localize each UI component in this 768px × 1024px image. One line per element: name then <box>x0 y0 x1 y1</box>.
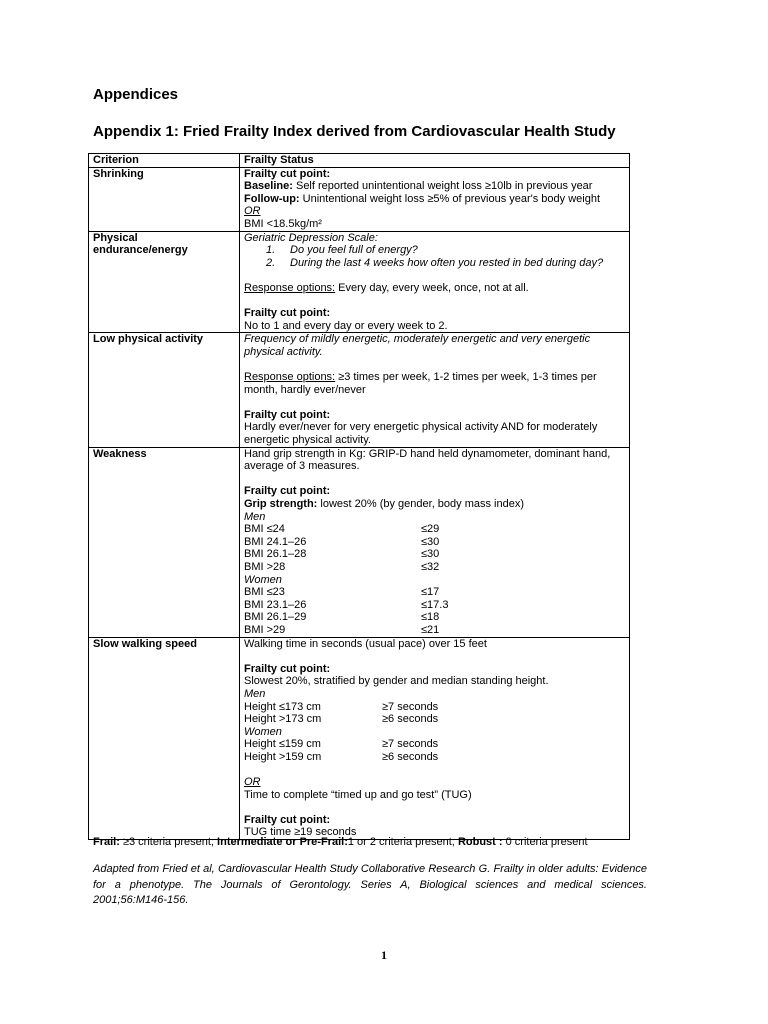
grip-threshold: ≤30 <box>421 535 440 548</box>
robust-label: Robust : <box>457 836 503 848</box>
cut-point-text: Hardly ever/never for very energetic physical activity AND for moderately energetic physical activity. <box>244 421 598 447</box>
grip-threshold: ≤17.3 <box>421 598 449 611</box>
response-label: Response options: <box>244 371 336 384</box>
walking-description: Walking time in seconds (usual pace) over 15 feet <box>244 637 487 650</box>
list-item <box>244 751 625 764</box>
women-label: Women <box>244 725 282 738</box>
time-threshold: ≥6 seconds <box>382 750 439 763</box>
men-label: Men <box>244 687 266 700</box>
height-range: Height ≤159 cm <box>244 738 321 751</box>
followup-line <box>244 193 625 206</box>
grip-label: Grip strength: <box>244 498 318 511</box>
grip-threshold: ≤29 <box>421 523 440 536</box>
appendix-title: Appendix 1: Fried Frailty Index derived from Cardiovascular Health Study <box>93 123 616 140</box>
page-number: 1 <box>381 948 387 962</box>
criterion-endurance: Physical endurance/energy <box>89 231 240 333</box>
activity-question: Frequency of mildly energetic, moderately energetic and very energetic physical activity. <box>244 333 591 358</box>
status-shrinking <box>240 167 630 231</box>
list-item <box>244 548 625 561</box>
question-1-text: Do you feel full of energy? <box>290 244 418 257</box>
criterion-walking: Slow walking speed <box>89 637 240 840</box>
list-item <box>244 701 625 714</box>
robust-text: 0 criteria present <box>502 836 588 848</box>
question-2-number: 2. <box>266 256 276 269</box>
tug-cut-point: TUG time ≥19 seconds <box>244 826 357 839</box>
status-weakness <box>240 447 630 637</box>
tug-description: Time to complete “timed up and go test” (TUG) <box>244 788 472 801</box>
status-endurance <box>240 231 630 333</box>
list-item <box>244 536 625 549</box>
frail-text: ≥3 criteria present; <box>119 836 218 848</box>
criterion-weakness: Weakness <box>89 447 240 637</box>
cut-point-label: Frailty cut point: <box>244 813 331 826</box>
men-label: Men <box>244 510 266 523</box>
cut-point-label: Frailty cut point: <box>244 662 331 675</box>
response-options <box>244 282 625 295</box>
intermediate-label: Intermediate or Pre-Frail: <box>217 836 348 848</box>
header-criterion: Criterion <box>89 154 240 168</box>
list-item <box>244 586 625 599</box>
status-walking <box>240 637 630 840</box>
height-range: Height >173 cm <box>244 713 322 726</box>
height-range: Height ≤173 cm <box>244 700 321 713</box>
bmi-range: BMI 26.1–29 <box>244 611 307 624</box>
question-1-number: 1. <box>266 244 276 257</box>
intermediate-text: 1 or 2 criteria present; <box>347 836 458 848</box>
grip-threshold: ≤18 <box>421 611 440 624</box>
grip-threshold: ≤32 <box>421 561 440 573</box>
citation: Adapted from Fried et al, Cardiovascular Health Study Collaborative Research G. Frailty in older adults: Evidence for a phenotype. The Journals of Gerontology. Series A, Biological sciences and medical sciences. 2001;56:M146-156. <box>93 863 647 906</box>
page-heading: Appendices <box>93 86 179 103</box>
baseline-line <box>244 180 625 193</box>
baseline-label: Baseline: <box>244 180 293 193</box>
bmi-range: BMI ≤23 <box>244 586 285 599</box>
height-range: Height >159 cm <box>244 750 322 763</box>
classification-footnote <box>93 836 588 848</box>
frail-label: Frail: <box>93 836 120 848</box>
response-text: Every day, every week, once, not at all. <box>335 281 529 294</box>
time-threshold: ≥7 seconds <box>382 738 439 751</box>
cut-point-label: Frailty cut point: <box>244 307 331 320</box>
row-weakness <box>89 447 630 637</box>
bmi-range: BMI >28 <box>244 561 286 573</box>
row-shrinking <box>89 167 630 231</box>
list-item <box>244 611 625 624</box>
status-activity <box>240 333 630 447</box>
bmi-range: BMI ≤24 <box>244 523 285 536</box>
grip-threshold: ≤30 <box>421 548 440 561</box>
baseline-text: Self reported unintentional weight loss ≥10lb in previous year <box>292 180 593 193</box>
frailty-index-table <box>88 153 630 840</box>
response-text: ≥3 times per week, 1-2 times per week, 1-3 times per month, hardly ever/never <box>244 371 597 396</box>
cut-point-text: Slowest 20%, stratified by gender and median standing height. <box>244 675 549 688</box>
list-item <box>244 713 625 726</box>
response-label: Response options: <box>244 281 336 294</box>
or-label: OR <box>244 776 261 789</box>
bmi-criterion: BMI <18.5kg/m² <box>244 217 322 230</box>
cut-point-label: Frailty cut point: <box>244 167 331 180</box>
women-label: Women <box>244 573 282 586</box>
row-activity <box>89 333 630 447</box>
grip-strength-line <box>244 498 625 511</box>
grip-threshold: ≤17 <box>421 586 440 599</box>
scale-name: Geriatric Depression Scale: <box>244 231 378 244</box>
question-2-text: During the last 4 weeks how often you rested in bed during day? <box>290 256 604 269</box>
grip-threshold: ≤21 <box>421 623 440 636</box>
list-item <box>244 561 625 574</box>
question-2 <box>244 257 625 270</box>
table-header-row <box>89 154 630 168</box>
cut-point-label: Frailty cut point: <box>244 485 331 498</box>
time-threshold: ≥7 seconds <box>382 700 439 713</box>
response-options <box>244 371 625 396</box>
followup-label: Follow-up: <box>244 192 300 205</box>
weakness-description: Hand grip strength in Kg: GRIP-D hand held dynamometer, dominant hand, average of 3 measures. <box>244 447 611 473</box>
bmi-range: BMI 23.1–26 <box>244 598 307 611</box>
list-item <box>244 624 625 637</box>
criterion-activity: Low physical activity <box>89 333 240 447</box>
list-item <box>244 523 625 536</box>
list-item <box>244 599 625 612</box>
grip-text: lowest 20% (by gender, body mass index) <box>317 498 525 511</box>
or-label: OR <box>244 205 261 218</box>
cut-point-text: No to 1 and every day or every week to 2. <box>244 319 448 332</box>
bmi-range: BMI >29 <box>244 623 286 636</box>
row-endurance <box>89 231 630 333</box>
time-threshold: ≥6 seconds <box>382 713 439 726</box>
question-1 <box>244 244 625 257</box>
followup-text: Unintentional weight loss ≥5% of previous year's body weight <box>299 192 601 205</box>
header-frailty-status: Frailty Status <box>240 154 630 168</box>
bmi-range: BMI 24.1–26 <box>244 535 307 548</box>
cut-point-label: Frailty cut point: <box>244 408 331 421</box>
list-item <box>244 738 625 751</box>
row-walking <box>89 637 630 840</box>
bmi-range: BMI 26.1–28 <box>244 548 307 561</box>
criterion-shrinking: Shrinking <box>89 167 240 231</box>
